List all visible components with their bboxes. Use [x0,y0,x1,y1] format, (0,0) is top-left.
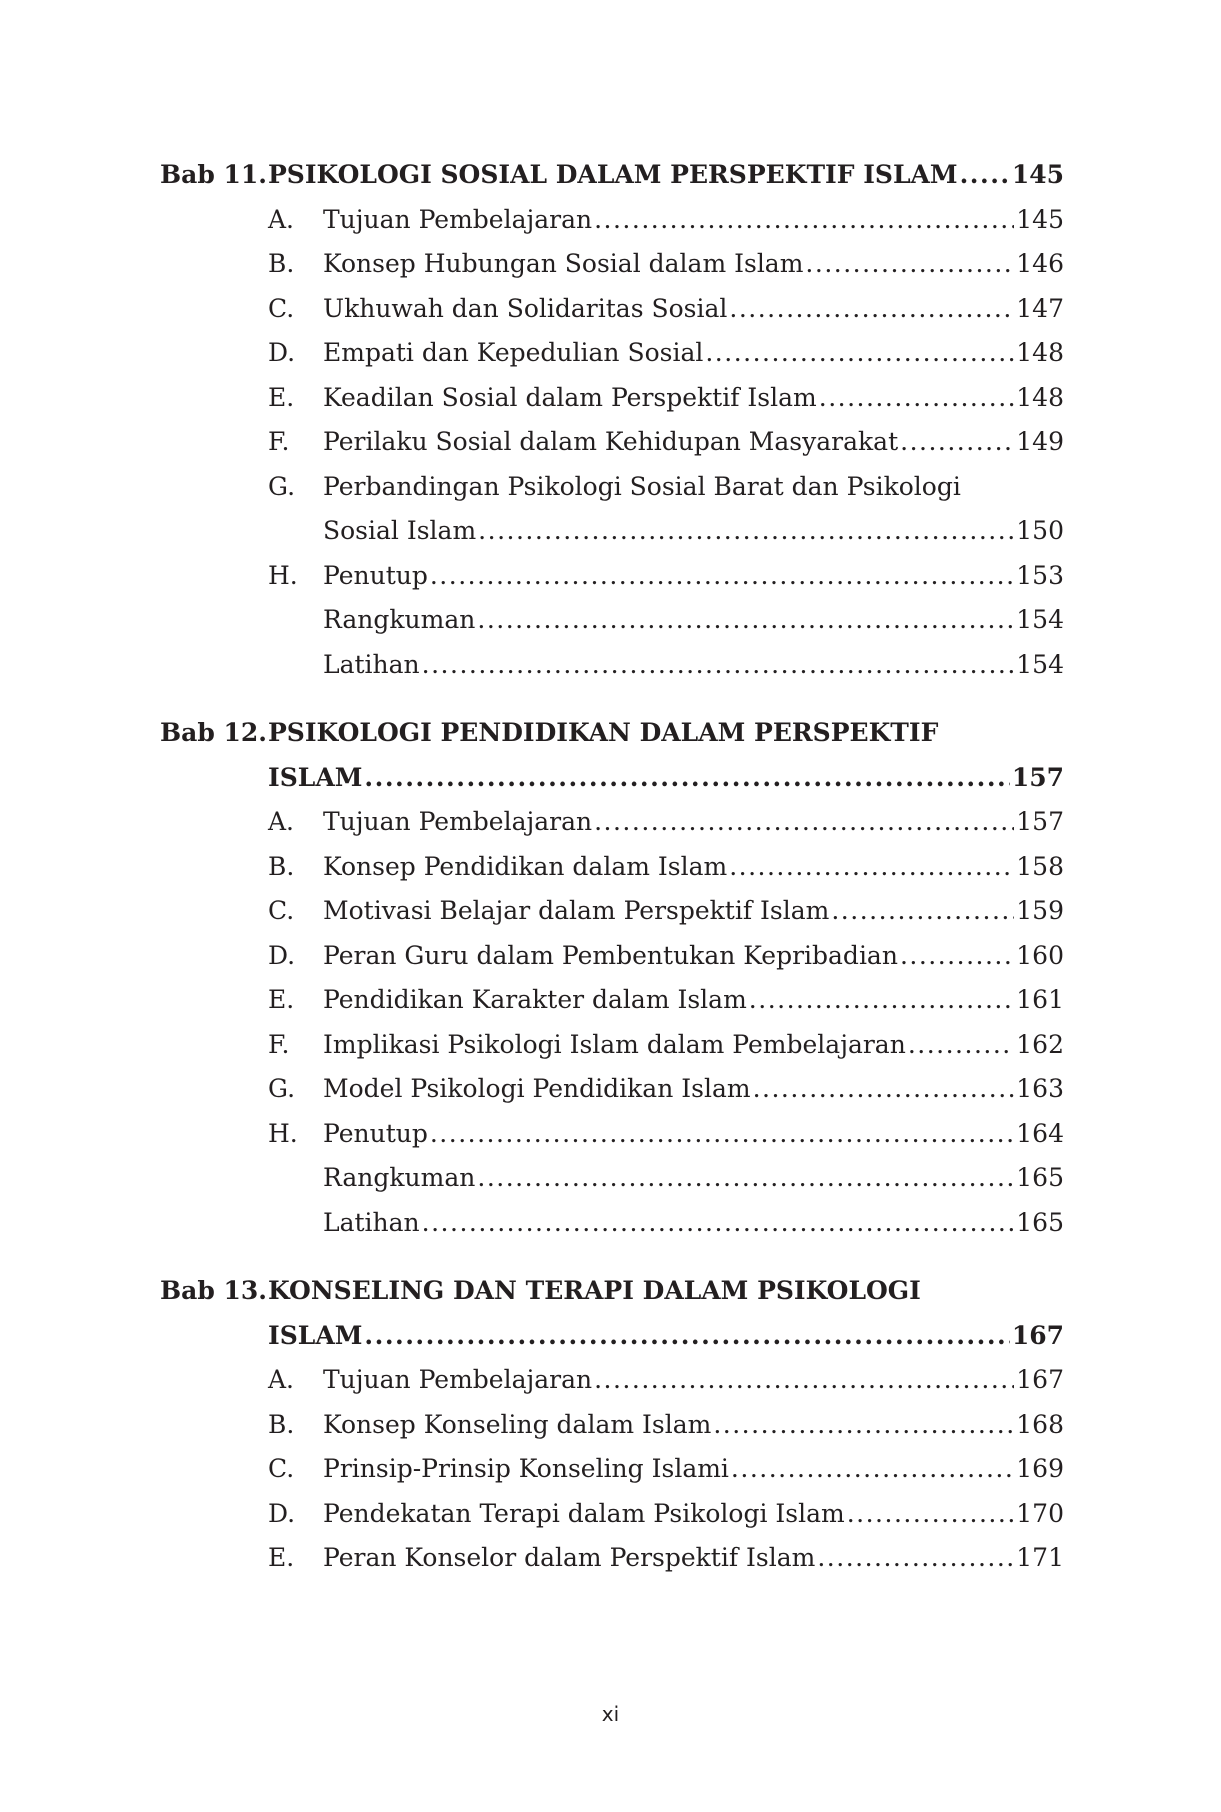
section-letter: E. [268,985,295,1014]
page-ref: 153 [1016,560,1064,590]
dot-leader [900,934,1014,979]
section-title: Tujuan Pembelajaran [323,807,593,836]
toc-leader-line [323,331,1064,376]
section-title: Ukhuwah dan Solidaritas Sosial [323,293,728,323]
toc-leader-line [323,1403,1064,1448]
toc-leader-line [323,1156,1064,1201]
page-ref: 154 [1016,605,1064,634]
toc-entry[interactable] [160,643,1064,688]
section-title: Konsep Hubungan Sosial dalam Islam [323,249,804,278]
toc-chapter [160,711,1064,1245]
chapter-label: Bab 12. [160,718,268,747]
chapter-title: ISLAM [268,1320,363,1350]
page-ref: 150 [1016,516,1064,545]
section-letter: E. [268,382,295,412]
toc-entry[interactable] [160,1536,1064,1581]
page-ref: 165 [1016,1163,1064,1192]
toc-entry[interactable] [160,889,1064,934]
page-ref: 157 [1011,762,1064,792]
toc-entry[interactable] [160,465,1064,510]
section-letter: D. [268,338,296,367]
toc-entry[interactable] [160,800,1064,845]
dot-leader [831,889,1014,934]
toc-leader-line [323,554,1064,599]
toc-leader-line [323,287,1064,332]
toc-entry[interactable] [160,978,1064,1023]
section-title: Konsep Pendidikan dalam Islam [323,851,728,881]
page-ref: 160 [1016,940,1064,970]
toc-leader-line [323,1358,1064,1403]
dot-leader [960,153,1010,198]
section-title: Model Psikologi Pendidikan Islam [323,1074,751,1103]
page-number: xi [601,1702,620,1726]
page-ref: 170 [1016,1498,1064,1528]
toc-leader-line [323,1112,1064,1157]
toc-leader-line [323,198,1064,243]
section-title: Latihan [323,1207,420,1237]
chapter-title: KONSELING DAN TERAPI DALAM PSIKOLOGI [268,1276,921,1305]
toc-entry[interactable] [160,198,1064,243]
section-letter: G. [268,1074,296,1103]
section-letter: B. [268,1409,295,1439]
page-ref: 154 [1016,649,1064,679]
toc-entry[interactable] [160,331,1064,376]
toc-entry[interactable] [160,420,1064,465]
chapter-title: ISLAM [268,762,363,792]
toc-entry[interactable] [160,934,1064,979]
chapter-title: PSIKOLOGI PENDIDIKAN DALAM PERSPEKTIF [268,718,939,747]
section-letter: H. [268,1118,298,1148]
section-letter: H. [268,560,298,590]
page-ref: 157 [1016,807,1064,836]
dot-leader [819,376,1015,421]
page-ref: 148 [1016,382,1064,412]
dot-leader [729,845,1014,890]
section-letter: E. [268,1543,295,1572]
page-ref: 148 [1016,338,1064,367]
dot-leader [753,1067,1015,1112]
toc-leader-line [323,242,1064,287]
section-title: Tujuan Pembelajaran [323,1365,593,1394]
dot-leader [731,1447,1014,1492]
section-title: Perbandingan Psikologi Sosial Barat dan Psikologi [323,471,961,501]
toc-leader-line [323,509,1064,554]
page-ref: 171 [1016,1543,1064,1572]
toc-leader-line [323,800,1064,845]
section-letter: C. [268,896,295,925]
dot-leader [364,756,1009,801]
toc-leader-line [323,643,1064,688]
page-ref: 158 [1016,851,1064,881]
section-letter: D. [268,1498,296,1528]
dot-leader [594,198,1014,243]
dot-leader [847,1492,1015,1537]
section-title: Perilaku Sosial dalam Kehidupan Masyarakat [323,427,899,456]
toc-leader-line [323,1023,1064,1068]
dot-leader [430,1112,1014,1157]
section-title: Latihan [323,649,420,679]
page-ref: 161 [1016,985,1064,1014]
page-ref: 169 [1016,1454,1064,1483]
toc-chapter [160,153,1064,687]
toc-entry[interactable] [160,1112,1064,1157]
dot-leader [477,1156,1014,1201]
dot-leader [729,287,1014,332]
section-title: Motivasi Belajar dalam Perspektif Islam [323,896,830,925]
section-letter: B. [268,249,295,278]
toc-leader-line [323,978,1064,1023]
chapter-label: Bab 13. [160,1276,268,1305]
page-ref: 163 [1016,1074,1064,1103]
page-ref: 149 [1016,427,1064,456]
section-letter: C. [268,1454,295,1483]
section-title: Pendidikan Karakter dalam Islam [323,985,747,1014]
dot-leader [817,1536,1014,1581]
toc-leader-line [323,376,1064,421]
section-letter: F. [268,1029,290,1059]
section-title: Sosial Islam [323,516,477,545]
section-letter: C. [268,293,295,323]
page-ref: 159 [1016,896,1064,925]
section-title: Rangkuman [323,605,476,634]
toc-leader-line [268,756,1064,801]
chapter-title: PSIKOLOGI SOSIAL DALAM PERSPEKTIF ISLAM [268,160,958,189]
toc-entry[interactable] [160,1201,1064,1246]
chapter-heading-row[interactable] [160,1269,1064,1314]
toc-entry[interactable] [160,287,1064,332]
section-letter: B. [268,851,295,881]
toc-leader-line [323,1067,1064,1112]
section-title: Peran Guru dalam Pembentukan Kepribadian [323,940,898,970]
page-ref: 145 [1011,160,1064,189]
toc-leader-line [268,1314,1064,1359]
page-ref: 162 [1016,1029,1064,1059]
section-title: Prinsip-Prinsip Konseling Islami [323,1454,729,1483]
toc-entry[interactable] [160,1156,1064,1201]
dot-leader [430,554,1014,599]
section-title: Peran Konselor dalam Perspektif Islam [323,1543,816,1572]
chapter-heading-row[interactable] [160,756,1064,801]
section-title: Konsep Konseling dalam Islam [323,1409,712,1439]
section-letter: A. [268,1365,295,1394]
section-letter: A. [268,807,295,836]
section-title: Keadilan Sosial dalam Perspektif Islam [323,382,817,412]
toc-entry[interactable] [160,554,1064,599]
dot-leader [594,1358,1014,1403]
toc-leader-line [323,934,1064,979]
section-title: Penutup [323,560,428,590]
toc-entry[interactable] [160,1403,1064,1448]
toc-leader-line [323,1201,1064,1246]
chapter-label: Bab 11. [160,160,268,189]
toc-entry[interactable] [160,1023,1064,1068]
toc-leader-line [323,420,1064,465]
page-ref: 147 [1016,293,1064,323]
dot-leader [364,1314,1009,1359]
table-of-contents [160,153,1064,1605]
page-ref: 167 [1016,1365,1064,1394]
dot-leader [713,1403,1014,1448]
toc-leader-line [323,1492,1064,1537]
toc-leader-line [323,889,1064,934]
page-ref: 168 [1016,1409,1064,1439]
page-ref: 165 [1016,1207,1064,1237]
page-ref: 167 [1011,1320,1064,1350]
toc-entry[interactable] [160,1067,1064,1112]
section-title: Implikasi Psikologi Islam dalam Pembelajaran [323,1029,906,1059]
toc-entry[interactable] [160,598,1064,643]
section-letter: G. [268,471,296,501]
toc-entry[interactable] [160,845,1064,890]
toc-leader-line [323,598,1064,643]
section-title: Pendekatan Terapi dalam Psikologi Islam [323,1498,845,1528]
toc-leader-line [323,1447,1064,1492]
section-letter: F. [268,427,290,456]
toc-entry[interactable] [160,1447,1064,1492]
page-ref: 164 [1016,1118,1064,1148]
dot-leader [422,1201,1015,1246]
section-title: Rangkuman [323,1163,476,1192]
dot-leader [422,643,1015,688]
dot-leader [594,800,1014,845]
toc-entry[interactable] [160,376,1064,421]
toc-leader-line [323,1536,1064,1581]
page-ref: 145 [1016,204,1064,234]
dot-leader [705,331,1014,376]
section-letter: D. [268,940,296,970]
toc-leader-line [268,153,1064,198]
section-title: Tujuan Pembelajaran [323,204,593,234]
toc-entry[interactable] [160,509,1064,554]
section-letter: A. [268,204,295,234]
chapter-heading-row[interactable] [160,153,1064,198]
dot-leader [477,598,1014,643]
section-title: Empati dan Kepedulian Sosial [323,338,704,367]
dot-leader [478,509,1014,554]
toc-entry[interactable] [160,1358,1064,1403]
section-title: Penutup [323,1118,428,1148]
chapter-heading-row[interactable] [160,711,1064,756]
dot-leader [805,242,1014,287]
dot-leader [900,420,1014,465]
chapter-heading-row[interactable] [160,1314,1064,1359]
toc-entry[interactable] [160,1492,1064,1537]
toc-leader-line [323,845,1064,890]
page-ref: 146 [1016,249,1064,278]
dot-leader [749,978,1014,1023]
toc-chapter [160,1269,1064,1581]
dot-leader [908,1023,1014,1068]
toc-entry[interactable] [160,242,1064,287]
